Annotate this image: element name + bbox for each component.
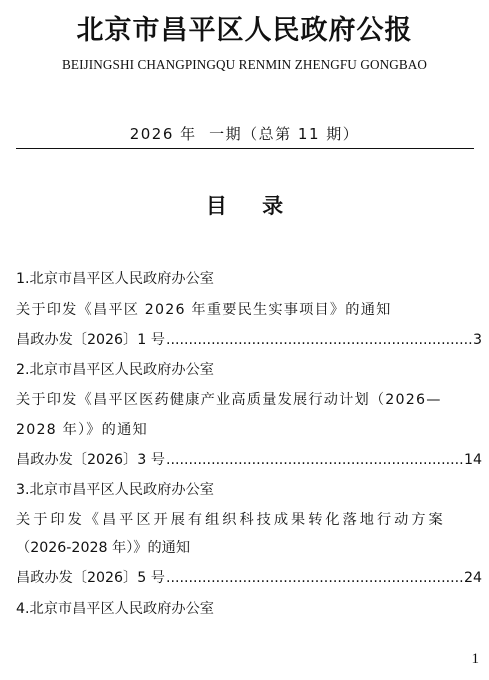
toc-entry-doc-number: 昌政办发〔2026〕5 号 [16,570,165,586]
publication-title: 北京市昌平区人民政府公报 [76,15,413,46]
toc-entry-title-continued[interactable]: （2026-2028 年）》的通知 [16,540,191,556]
toc-entry-page-number: 14 [463,452,482,468]
toc-entry-doc-number: 昌政办发〔2026〕1 号 [16,332,165,348]
toc-entry-title[interactable]: 关于印发《昌平区开展有组织科技成果转化落地行动方案 [16,512,446,528]
toc-entry-row[interactable] [16,566,482,590]
page-number: 1 [471,651,479,667]
toc-entry-page-number: 24 [463,570,482,586]
toc-entry-title-continued[interactable]: 2028 年）》的通知 [16,422,148,438]
toc-heading: 目 录 [205,194,298,218]
dot-leader [166,328,472,352]
toc-entry-issuer: 2.北京市昌平区人民政府办公室 [16,362,214,378]
toc-entry-doc-number: 昌政办发〔2026〕3 号 [16,452,165,468]
dot-leader [166,448,463,472]
toc-entry-issuer: 3.北京市昌平区人民政府办公室 [16,482,214,498]
toc-entry-row[interactable] [16,448,482,472]
toc-entry-page-number: 3 [472,332,482,348]
toc-entry-row[interactable] [16,328,482,352]
toc-entry-issuer: 1.北京市昌平区人民政府办公室 [16,271,214,287]
header-divider [16,148,474,149]
issue-line: 2026 年 一期（总第 11 期） [129,125,360,143]
dot-leader [166,566,463,590]
toc-entry-title[interactable]: 关于印发《昌平区 2026 年重要民生实事项目》的通知 [16,302,392,318]
toc-entry-issuer: 4.北京市昌平区人民政府办公室 [16,601,214,617]
publication-subtitle: BEIJINGSHI CHANGPINGQU RENMIN ZHENGFU GONGBAO [62,57,427,72]
toc-entry-title[interactable]: 关于印发《昌平区医药健康产业高质量发展行动计划（2026— [16,392,442,408]
